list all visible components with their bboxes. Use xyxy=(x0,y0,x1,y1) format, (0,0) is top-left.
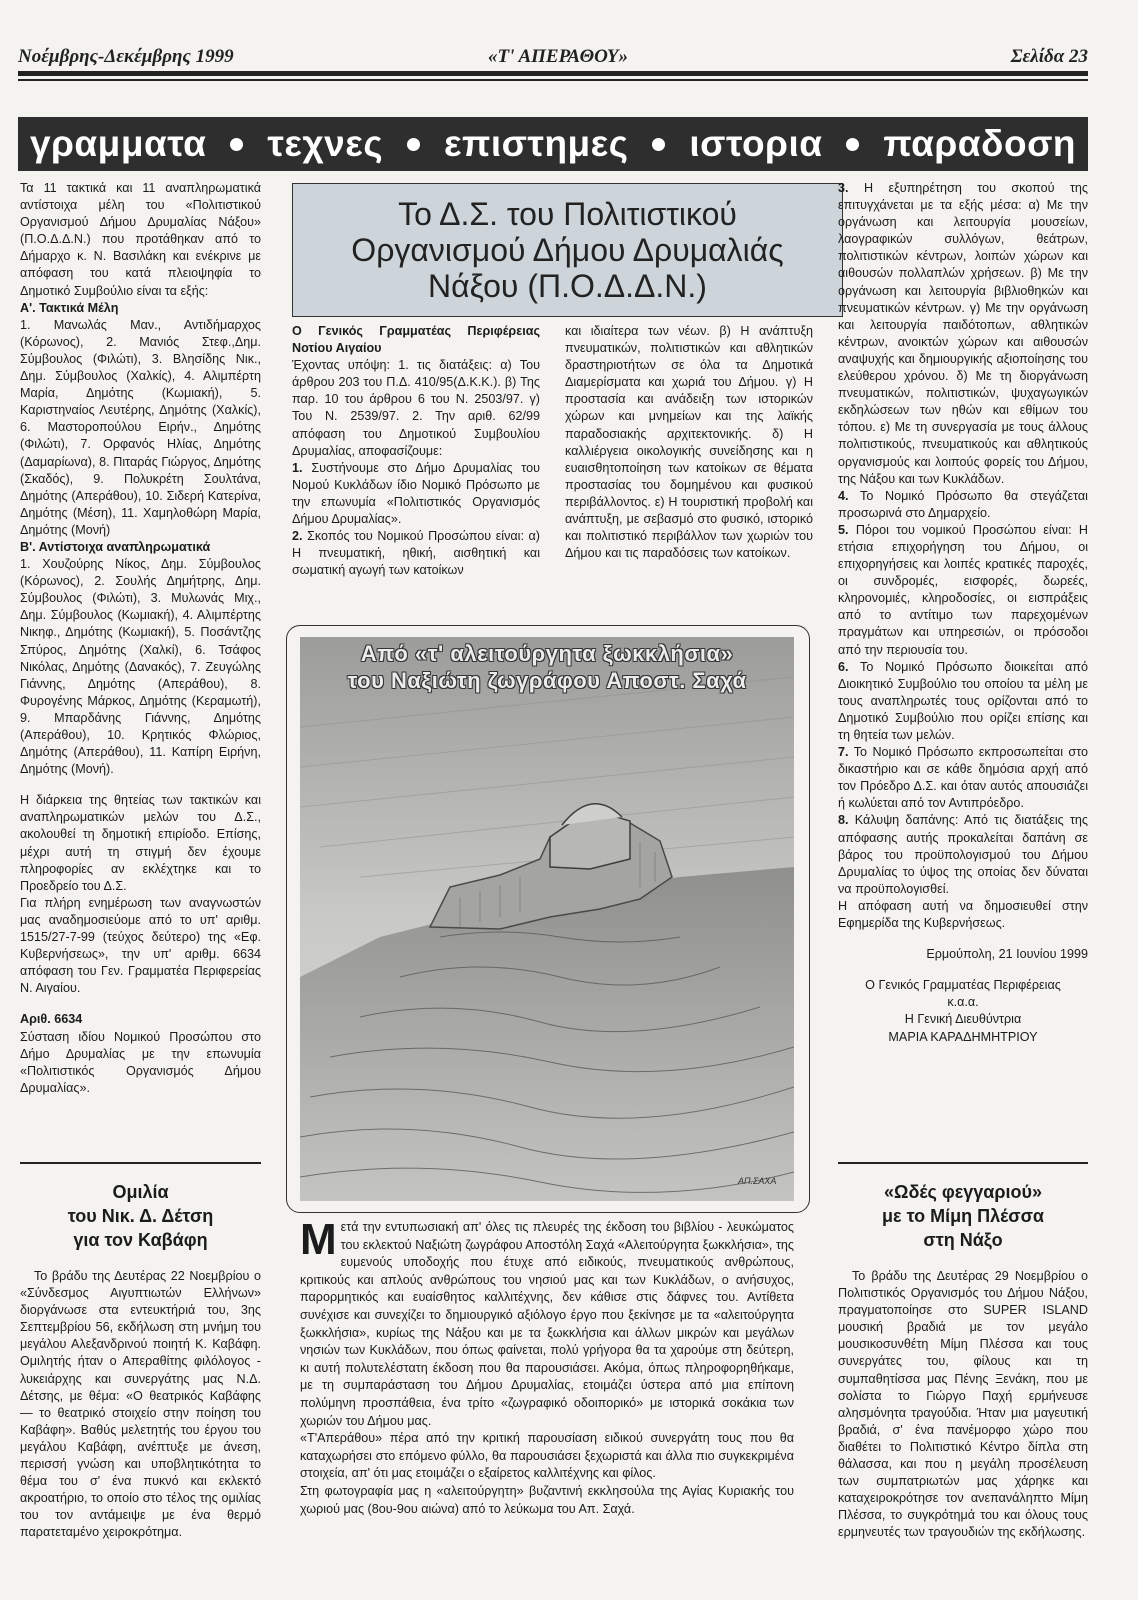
artwork-caption xyxy=(300,1215,794,1518)
caption-paragraph: Στη φωτογραφία μας η «αλειτούργητη» βυζαντινή εκκλησούλα της Αγίας Κυριακής του χωριού μας (8ου-9ου αιώνα) από το λεύκωμα του Απ. Σαχά. xyxy=(300,1483,794,1516)
item-text: Το Νομικό Πρόσωπο θα στεγάζεται προσωρινά στο Δημαρχείο. xyxy=(838,488,1088,520)
paragraph: Έχοντας υπόψη: 1. τις διατάξεις: α) Του άρθρου 203 του Π.Δ. 410/95(Δ.Κ.Κ.). β) Της παρ. 10 του άρθρου 6 του Ν. 2503/97. γ) Του Ν. 2539/97. 2. Την αριθ. 62/99 απόφαση του Δημοτικού Συμβουλίου Δρυμαλίας, αποφασίζουμε: xyxy=(292,358,540,458)
header-page-number: Σελίδα 23 xyxy=(1010,46,1088,67)
artwork-title xyxy=(300,640,794,694)
artist-signature: ΑΠ.ΣΑΧΑ xyxy=(738,1176,777,1186)
header-date: Νοέμβρης-Δεκέμβρης 1999 xyxy=(18,46,234,67)
paragraph: Τα 11 τακτικά και 11 αναπληρωματικά αντίστοιχα μέλη του «Πολιτιστικού Οργανισμού Δήμου Δρυμαλίας Νάξου» (Π.Ο.Δ.Δ.Ν.) που προτάθηκαν από το Δήμαρχο κ. Ν. Βασιλάκη και ενέκρινε με απόφαση του κατά πλειοψηφία το Δημοτικό Συμβούλιο είναι τα εξής: xyxy=(20,181,261,298)
item-number: 2. xyxy=(292,529,303,544)
banner-item: γραμματα xyxy=(29,123,207,164)
story-title-line: για τον Καβάφη xyxy=(73,1230,208,1250)
item-number: 6. xyxy=(838,659,849,674)
bullet-icon xyxy=(230,138,243,151)
story-body: Το βράδυ της Δευτέρας 22 Νοεμβρίου ο «Σύνδεσμος Αιγυπτιωτών Ελλήνων» διοργάνωσε στα εντευκτήριά του, 3ης Σεπτεμβρίου 56, εκδήλωση στη μνήμη του μεγάλου Αλεξανδρινού ποιητή Κ. Καβάφη. Ομιλητής ήταν ο Απεραθίτης φιλόλογος - λυκειάρχης και συνεργάτης μας Ν.Δ. Δέτσης, με θέμα: «Ο θεατρικός Καβάφης — το θεατρικό στοιχείο στην ποίηση του Καβάφη». Βαθύς μελετητής του έργου του μεγάλου Καβάφη, ανέπτυξε με άνεση, περισσή γνώση και υποβλητικότητα το θέμα του σ' ένα πυκνό και εκλεκτό ακροατήριο, το οποίο στο τέλος της ομιλίας του τον αντάμειψε με ένα θερμό παρατεταμένο χειροκρότημα. xyxy=(20,1269,261,1540)
right-column xyxy=(838,180,1088,1046)
section-banner xyxy=(18,117,1088,171)
subheading: Ο Γενικός Γραμματέας Περιφέρειας Νοτίου Αιγαίου xyxy=(292,324,540,356)
paragraph xyxy=(838,659,1088,744)
paragraph xyxy=(292,528,540,579)
bullet-icon xyxy=(846,138,859,151)
item-number: 3. xyxy=(838,181,849,195)
item-number: 1. xyxy=(292,460,303,475)
left-column xyxy=(20,180,261,1097)
caption-paragraph: «Τ'Απεράθου» πέρα από την κριτική παρουσίαση ειδικού συνεργάτη τους που θα καταχωρήσει στο επόμενο φύλλο, θα παρουσιάσει ξεχωριστά και άλλα πιο συγκεκριμένα στοιχεία, απ' ότι μας ετοιμάζει ο εξαίρετος καλλιτέχνης και φίλος. xyxy=(300,1431,794,1481)
banner-item: παραδοση xyxy=(883,123,1076,164)
signature-line: Η Γενική Διευθύντρια xyxy=(904,1012,1022,1027)
paragraph: και ιδιαίτερα των νέων. β) Η ανάπτυξη πνευματικών, πολιτιστικών και αθλητικών δραστηριοτήτων σε όλα τα Δημοτικά Διαμερίσματα και χωριά του Δήμου. γ) Η προστασία και ανάδειξη των ιστορικών χώρων και μνημείων και της λαϊκής παραδοσιακής αρχιτεκτονικής. δ) Η καλλιέργεια οικολογικής συνείδησης και η ευαισθητοποίηση των κατοίκων σε θέματα προστασίας του δομημένου και φυσικού περιβάλλοντος. ε) Η τουριστική προβολή και ανάπτυξη, με σεβασμό στο φυσικό, ιστορικό και πολιτιστικό περιβάλλον των χωριών του Δήμου και τις παραδόσεις των κατοίκων. xyxy=(565,324,813,561)
banner-item: ιστορια xyxy=(689,123,823,164)
item-text: Η εξυπηρέτηση του σκοπού της επιτυγχάνεται με τα εξής μέσα: α) Με την οργάνωση και λειτουργία μουσείων, λαογραφικών συλλόγων, θεάτρων, πολιτιστικών κέντρων, λοιπών χώρων και αιθουσών πολλαπλών χρήσεων. β) Με την οργάνωση και λειτουργία βιβλιοθηκών και πνευματικών κέντρων. γ) Με την οργάνωση και λειτουργία παιδότοπων, αθλητικών κέντρων, ανοικτών χώρων και αιθουσών αναψυχής και δημιουργικής αξιοποίησης του ελεύθερου χρόνου. δ) Με τη διοργάνωση πνευματικών, πολιτιστικών, ψυχαγωγικών εκδηλώσεων των ηθών και εθίμων του τόπου. ε) Με τη συνεργασία με τους άλλους πολιτιστικούς, πνευματικούς και αθλητικούς οργανισμούς και λοιπούς φορείς του Δήμου, της Νάξου και των Κυκλάδων. xyxy=(838,181,1089,486)
signature-line: Ο Γενικός Γραμματέας Περιφέρειας xyxy=(865,978,1061,993)
article-title-box xyxy=(292,183,843,317)
item-text: Το Νομικό Πρόσωπο διοικείται από Διοικητικό Συμβούλιο του οποίου τα μέλη με τους αναπληρωτές τους ορίζονται από το Δημοτικό Συμβούλιο που ορίζει επίσης και τη θητεία των μελών. xyxy=(838,659,1088,742)
subheading: Β'. Αντίστοιχα αναπληρωματικά xyxy=(20,539,211,554)
right-story xyxy=(838,1180,1088,1542)
story-title-line: με το Μίμη Πλέσσα xyxy=(882,1206,1044,1226)
signature-name: ΜΑΡΙΑ ΚΑΡΑΔΗΜΗΤΡΙΟΥ xyxy=(888,1029,1038,1044)
left-story xyxy=(20,1180,261,1542)
place-date: Ερμούπολη, 21 Ιουνίου 1999 xyxy=(926,947,1088,962)
item-number: 4. xyxy=(838,488,849,503)
church-sketch-image xyxy=(300,637,794,1201)
paragraph xyxy=(838,812,1088,897)
church-sketch-drawing xyxy=(300,637,794,1201)
paragraph: Για πλήρη ενημέρωση των αναγνωστών μας αναδημοσιεύομε από το υπ' αριθμ. 1515/27-7-99 (τεύχος δεύτερο) της «Εφ. Κυβερνήσεως», την υπ' αριθμ. 6634 απόφαση του Γεν. Γραμματέα Περιφερείας Ν. Αιγαίου. xyxy=(20,895,261,996)
drop-cap: Μ xyxy=(300,1215,337,1264)
paragraph xyxy=(838,180,1088,488)
item-text: Συστήνουμε στο Δήμο Δρυμαλίας του Νομού Κυκλάδων ίδιο Νομικό Πρόσωπο με την επωνυμία «Πολιτιστικός Οργανισμός Δήμου Δρυμαλίας». xyxy=(292,460,540,527)
item-text: Σκοπός του Νομικού Προσώπου είναι: α) Η πνευματική, ηθική, αισθητική και σωματική αγωγή των κατοίκων xyxy=(292,529,540,578)
story-body: Το βράδυ της Δευτέρας 29 Νοεμβρίου ο Πολιτιστικός Οργανισμός του Δήμου Νάξου, πραγματοποίησε στο SUPER ISLAND μουσική βραδιά με τον μεγάλο μουσικοσυνθέτη Μίμη Πλέσσα και τους συνεργάτες του, φίλους και τη συμπαθητίσσα μας Πένης Ξενάκη, που με σολίστα το Γιώργο Παχή ερμήνευσε αλησμόνητα τραγούδια. Ήταν μια μαγευτική βραδιά, σ' ένα πανέμορφο χώρο που διαθέτει το Πολιτιστικό Κέντρο δίπλα στη θάλασσα, και που η μεγάλη προσέλευση των συμπατριωτών μας χάρηκε και καταχειροκρότησε τον ανεπανάληπτο Μίμη Πλέσσα, το συγκρότημά του και όλους τους ερμηνευτές των τραγουδιών της εκδήλωσης. xyxy=(838,1269,1088,1540)
artwork-title-line: του Ναξιώτη ζωγράφου Αποστ. Σαχά xyxy=(347,668,747,693)
story-title-line: του Νικ. Δ. Δέτση xyxy=(67,1206,214,1226)
header-rule-thin xyxy=(18,79,1088,81)
article-title-line: Νάξου (Π.Ο.Δ.Δ.Ν.) xyxy=(428,268,707,304)
paragraph xyxy=(838,744,1088,812)
article-title-line: Το Δ.Σ. του Πολιτιστικού xyxy=(398,196,737,232)
paragraph xyxy=(292,460,540,528)
story-title-line: στη Νάξο xyxy=(923,1230,1003,1250)
item-number: 5. xyxy=(838,522,849,537)
story-title-line: «Ωδές φεγγαριού» xyxy=(884,1182,1042,1202)
item-text: Το Νομικό Πρόσωπο εκπροσωπείται στο δικαστήριο και σε κάθε δημόσια αρχή από τον Πρόεδρο Δ.Σ. και όταν αυτός απουσιάζει ή κωλύεται από τον Αντιπρόεδρο. xyxy=(838,745,1088,811)
artwork-title-line: Από «τ' αλειτούργητα ξωκκλήσια» xyxy=(360,641,734,666)
paragraph: 1. Μανωλάς Μαν., Αντιδήμαρχος (Κόρωνος), 2. Μανιός Στεφ.,Δημ. Σύμβουλος (Φιλώτι), 3. Βλησίδης Νικ., Δημ. Σύμβουλος (Χαλκίς), 4. Αλιμπέρτη Μαρία, Δημότης (Κωμιακή), 5. Καριστηναίος Λευτέρης, Δημότης (Χαλκίς), 6. Μαστοροπούλου Ειρήν., Δημότης (Φιλώτι), 7. Ορφανός Ηλίας, Δημότης (Δαμαρίωνα), 8. Πιταράς Γιώργος, Δημότης (Σκαδός), 9. Πολυκρέτη Σουλτάνα, Δημότης (Απεράθου), 10. Σιδερή Κατερίνα, Δημότης (Μέση), 11. Χαμηλοθώρη Μαρία, Δημότης (Μονή) xyxy=(20,317,261,537)
section-divider xyxy=(838,1162,1088,1164)
item-text: Κάλυψη δαπάνης: Από τις διατάξεις της απόφασης αυτής προκαλείται δαπάνη σε βάρος του προϋπολογισμού του Δήμου Δρυμαλίας το ύψος της οποίας δεν δύναται να προϋπολογισθεί. xyxy=(838,813,1088,896)
middle-column-a xyxy=(292,323,540,579)
paragraph xyxy=(838,522,1088,659)
story-title-line: Ομιλία xyxy=(112,1182,169,1202)
header-rule-thick xyxy=(18,71,1088,76)
bullet-icon xyxy=(407,138,420,151)
subheading: Α'. Τακτικά Μέλη xyxy=(20,300,119,315)
paragraph xyxy=(838,488,1088,522)
paragraph: Η διάρκεια της θητείας των τακτικών και αναπληρωματικών μελών του Δ.Σ., ακολουθεί τη δημοτική επιρίοδο. Επίσης, μέχρι αυτή τη στιγμή δεν έχουμε πληροφορίες αν εκλέχτηκε και το Προεδρείο του Δ.Σ. xyxy=(20,793,261,893)
middle-column-b xyxy=(565,323,813,562)
banner-item: επιστημες xyxy=(443,123,629,164)
item-text: Πόροι του νομικού Προσώπου είναι: Η ετήσια επιχορήγηση του Δήμου, οι επιχορηγήσεις και λοιπές κρατικές παροχές, οι συνδρομές, εισφορές, δωρεές, κληρονομιές, κληροδοσίες, οι εισπράξεις από το αντίτιμο των παρεχομένων πραγμάτων και υπηρεσιών, οι πρόσοδοι από την περιουσία του. xyxy=(838,522,1088,657)
item-number: 8. xyxy=(838,813,849,828)
caption-paragraph xyxy=(300,1215,794,1430)
header-paper-name: «Τ' ΑΠΕΡΑΘΟΥ» xyxy=(488,46,628,67)
article-title-line: Οργανισμού Δήμου Δρυμαλιάς xyxy=(351,232,784,268)
caption-text: ετά την εντυπωσιακή απ' όλες τις πλευρές της έκδοση του βιβλίου - λευκώματος του εκλεκτού Ναξιώτη ζωγράφου Αποστόλη Σαχά «Αλειτούργητα ξωκκλήσια», της ευμενούς υποδοχής που έτυχε από ειδικούς, πνευματικούς ανθρώπους, κριτικούς και απλούς ανθρώπους του νησιού μας και των Κυκλάδων, ο ανήσυχος, παρορμητικός και ευαίσθητος καλλιτέχνης, δεν κάθισε στις δάφνες του. Αντίθετα συνέχισε και συνεχίζει το δημιουργικό αξιόλογο έργο που ξεκίνησε με τα «αλειτούργητα ξωκκλήσια», κυρίως της Νάξου και με τα ξωκκλήσια και άλλων μικρών και μεγάλων νησιών των Κυκλάδων, που όπως φαίνεται, πολύ γρήγορα θα τα χαρούμε στη δεύτερη, κι αυτή πολυτελέστατη έκδοση που θα παρουσιάσει. Ακόμα, όπως πληροφορηθήκαμε, με τη συμπαράσταση του Δήμου Δρυμαλίας, ετοιμάζει ύστερα από μια επίπονη πολύμηνη προσπάθεια, ένα τρίτο «ζωγραφικό οδοιπορικό» με ιστορικά σοκάκια των χωριών του Δήμου μας. xyxy=(300,1220,794,1428)
bullet-icon xyxy=(652,138,665,151)
signature-line: κ.α.α. xyxy=(947,995,979,1010)
paragraph: Η απόφαση αυτή να δημοσιευθεί στην Εφημερίδα της Κυβερνήσεως. xyxy=(838,898,1088,931)
paragraph: Σύσταση ιδίου Νομικού Προσώπου στο Δήμο Δρυμαλίας με την επωνυμία «Πολιτιστικός Οργανισμός Δήμου Δρυμαλίας». xyxy=(20,1029,261,1095)
subheading: Αριθ. 6634 xyxy=(20,1012,83,1027)
banner-item: τεχνες xyxy=(267,123,384,164)
item-number: 7. xyxy=(838,745,849,760)
section-divider xyxy=(20,1162,261,1164)
paragraph: 1. Χουζούρης Νίκος, Δημ. Σύμβουλος (Κόρωνος), 2. Σουλής Δημήτρης, Δημ. Σύμβουλος (Φιλώτι), 3. Μυλωνάς Μιχ., Δημ. Σύμβουλος (Κωμιακή), 4. Αλιμπέρτης Νικηφ., Δημότης (Κωμιακή), 5. Ποσάντζης Σπύρος, Δημότης (Χαλκί), 6. Τσάφος Νικόλας, Δημότης (Δανακός), 7. Ζευγώλης Γιάννης, Δημότης (Απεράθου), 8. Φυρογένης Μάρκος, Δημότης (Κεραμωτή), 9. Μπαρδάνης Γιάννης, Δημότης (Απεράθου), 10. Κρητικός Φλώριος, Δημότης (Απεράθου), 11. Καπίρη Ειρήνη, Δημότης (Μονή). xyxy=(20,557,261,777)
